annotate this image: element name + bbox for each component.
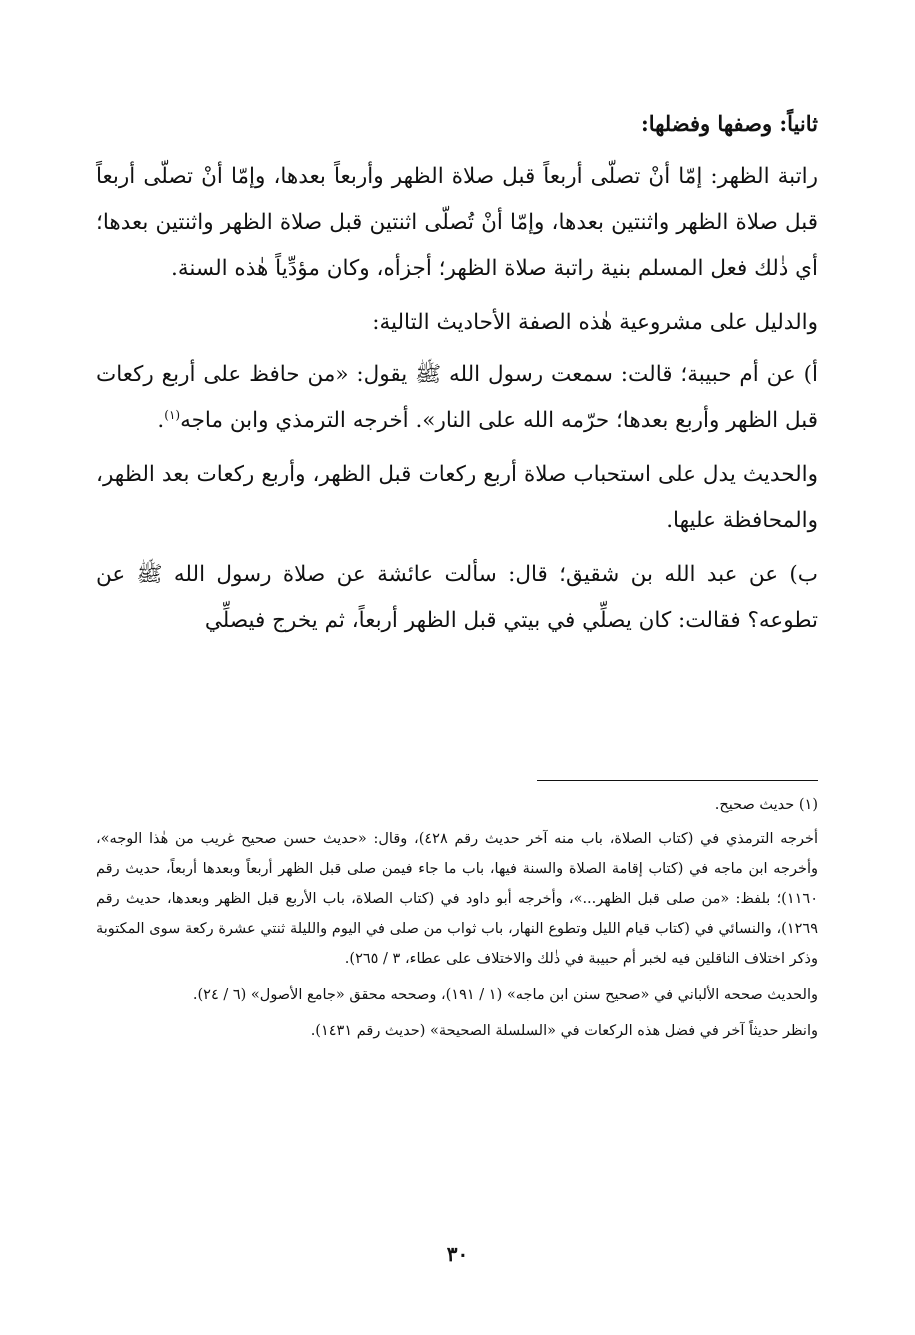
footnotes <box>96 790 818 1050</box>
hadith-a-comment: والحديث يدل على استحباب صلاة أربع ركعات قبل الظهر، وأربع ركعات بعد الظهر، والمحافظة عليها. <box>96 462 818 533</box>
footnote-1-see-also: وانظر حديثاً آخر في فضل هذه الركعات في «السلسلة الصحيحة» (حديث رقم ١٤٣١). <box>310 1023 818 1039</box>
paragraph-evidence-intro: والدليل على مشروعية هٰذه الصفة الأحاديث التالية: <box>372 310 818 335</box>
section-heading: ثانياً: وصفها وفضلها: <box>640 111 818 136</box>
hadith-a <box>96 352 818 444</box>
hadith-b: ب) عن عبد الله بن شقيق؛ قال: سألت عائشة عن صلاة رسول الله ﷺ عن تطوعه؟ فقالت: كان يصلِّي في بيتي قبل الظهر أربعاً، ثم يخرج فيصلِّي <box>96 562 818 633</box>
paragraph-zuhr-sunnah: راتبة الظهر: إمّا أنْ تصلّى أربعاً قبل صلاة الظهر وأربعاً بعدها، وإمّا أنْ تصلّى أربعاً قبل صلاة الظهر واثنتين بعدها، وإمّا أنْ تُصلّى اثنتين قبل صلاة الظهر واثنتين بعدها؛ أي ذٰلك فعل المسلم بنية راتبة صلاة الظهر؛ أجزأه، وكان مؤدِّياً هٰذه السنة. <box>96 164 818 281</box>
footnote-separator <box>537 780 818 781</box>
footnote-1-grading: والحديث صححه الألباني في «صحيح سنن ابن ماجه» (١ / ١٩١)، وصححه محقق «جامع الأصول» (٦ / ٢٤). <box>192 987 818 1003</box>
footnote-1-title: (١) حديث صحيح. <box>714 797 818 813</box>
main-text <box>96 108 818 652</box>
page-number: ٣٠ <box>446 1242 469 1266</box>
hadith-a-text: أ) عن أم حبيبة؛ قالت: سمعت رسول الله ﷺ يقول: «من حافظ على أربع ركعات قبل الظهر وأربع بعدها؛ حرّمه الله على النار». أخرجه الترمذي وابن ماجه <box>96 362 818 433</box>
hadith-a-end: . <box>157 408 165 433</box>
footnote-ref: (١) <box>164 407 181 422</box>
footnote-1-sources: أخرجه الترمذي في (كتاب الصلاة، باب منه آخر حديث رقم ٤٢٨)، وقال: «حديث حسن صحيح غريب من هٰذا الوجه»، وأخرجه ابن ماجه في (كتاب إقامة الصلاة والسنة فيها، باب ما جاء فيمن صلى قبل الظهر أربعاً وبعدها أربعاً، حديث رقم ١١٦٠)؛ بلفظ: «من صلى قبل الظهر...»، وأخرجه أبو داود في (كتاب الصلاة، باب الأربع قبل الظهر وبعدها، حديث رقم ١٢٦٩)، والنسائي في (كتاب قيام الليل وتطوع النهار، باب ثواب من صلى في اليوم والليلة ثنتي عشرة ركعة سوى المكتوبة وذكر اختلاف الناقلين فيه لخبر أم حبيبة في ذٰلك والاختلاف على عطاء، ٣ / ٢٦٥). <box>96 831 819 967</box>
